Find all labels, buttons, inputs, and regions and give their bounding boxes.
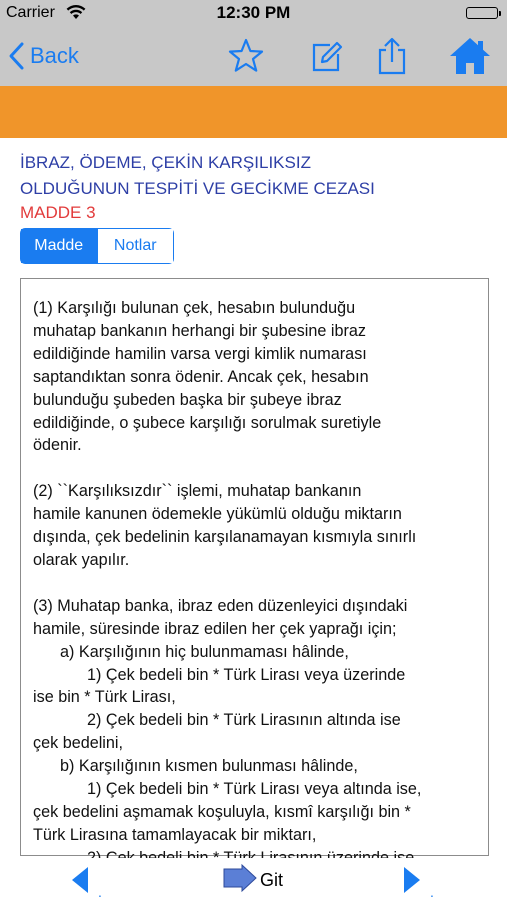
previous-label: . [98, 884, 102, 900]
home-icon[interactable] [447, 36, 493, 76]
bottom-toolbar [0, 858, 507, 900]
next-button[interactable] [402, 866, 434, 899]
back-button[interactable] [8, 40, 79, 72]
go-label: Git [260, 869, 284, 890]
tab-madde[interactable]: Madde [21, 229, 97, 263]
header-band [0, 86, 507, 138]
status-bar [0, 0, 507, 26]
star-icon[interactable] [226, 36, 266, 76]
carrier-label: Carrier [6, 4, 55, 21]
previous-button[interactable] [70, 866, 102, 899]
next-label: . [430, 884, 434, 900]
article-text-view[interactable] [20, 278, 489, 856]
article-title-line1: İBRAZ, ÖDEME, ÇEKİN KARŞILIKSIZ [20, 153, 311, 172]
tab-notlar[interactable]: Notlar [97, 229, 174, 263]
article-title-line2: OLDUĞUNUN TESPİTİ VE GECİKME CEZASI [20, 179, 375, 198]
article-title [20, 150, 490, 202]
article-number: MADDE 3 [20, 203, 96, 222]
edit-icon[interactable] [306, 36, 346, 76]
triangle-left-icon [70, 866, 90, 899]
article-body: (1) Karşılığı bulunan çek, hesabın bulunduğu muhatap bankanın herhangi bir şubesine ibraz edildiğinde hamilin varsa vergi kimlik numarası saptandıktan sonra ödenir. Ancak çek, hesabın bulunduğu şubeden başka bir şubeye ibraz edildiğinde, o şubece karşılığı sorulmak suretiyle ödenir. (2) ``Karşılıksızdır`` işlemi, muhatap bankanın hamile kanunen ödemekle yükümlü olduğu miktarın dışında, çek bedelinin karşılanamayan kısmıyla sınırlı olarak yapılır. (3) Muhatap banka, ibraz eden düzenleyici dışındaki hamile, süresinde ibraz edilen her çek yaprağı için; a) Karşılığının hiç bulunmaması hâlinde, 1) Çek bedeli bin * Türk Lirası veya üzerinde ise bin * Türk Lirası, 2) Çek bedeli bin * Türk Lirasının altında ise çek bedelini, b) Karşılığının kısmen bulunması hâlinde, 1) Çek bedeli bin * Türk Lirası veya altında ise, çek bedelini aşmamak koşuluyla, kısmî karşılığı bin * Türk Lirasına tamamlayacak bir miktarı, [33, 299, 422, 844]
share-icon[interactable] [372, 36, 412, 76]
triangle-right-icon [402, 866, 422, 899]
segmented-control [20, 228, 174, 264]
go-button[interactable] [222, 866, 283, 894]
clock: 12:30 PM [216, 3, 291, 22]
go-arrow-icon [222, 865, 258, 896]
back-label: Back [30, 43, 79, 68]
battery-icon [466, 7, 498, 19]
chevron-left-icon [8, 42, 24, 70]
navigation-bar [0, 26, 507, 86]
